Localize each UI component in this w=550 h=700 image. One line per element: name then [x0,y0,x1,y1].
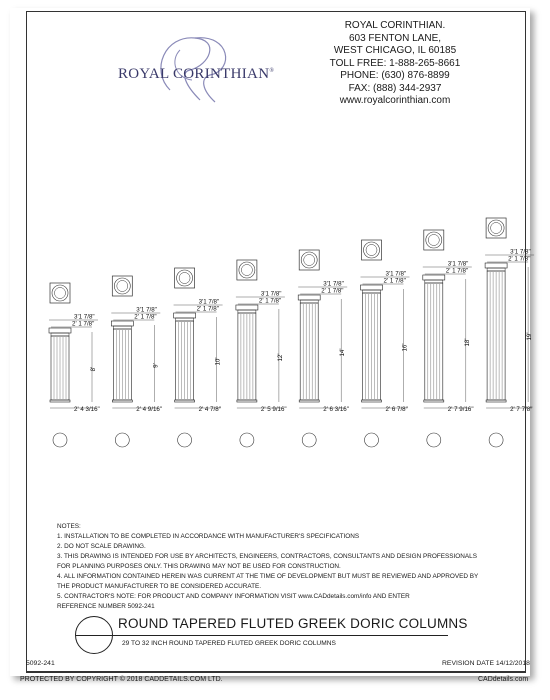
cap-dimension: 3'1 7/8" [447,260,469,268]
column-plan-circle [53,433,67,447]
note-line: REFERENCE NUMBER 5092-241 [57,603,155,610]
column-echinus [425,280,443,283]
capital-plan-inner-circle [304,255,315,266]
title-underline [110,635,448,636]
capital-plan-inner-circle [179,273,190,284]
base-dimension: 2' 5 9/16" [260,406,287,413]
column-echinus [113,326,131,329]
column-base [362,400,382,402]
neck-dimension: 2' 1 7/8" [508,255,531,263]
column-base [424,400,444,402]
height-dimension: 8' [90,366,97,372]
note-line: 4. ALL INFORMATION CONTAINED HEREIN WAS CURRENT AT THE TIME OF DEVELOPMENT BUT MUST BE REVIEWED AND APPROVED BY [57,573,479,580]
reference-number: 5092-241 [26,660,55,667]
notes [57,522,478,612]
capital-plan-square [175,268,195,288]
column-echinus [363,290,381,293]
notes-heading: NOTES: [57,523,81,530]
column-capital [298,295,320,300]
drawing-title: ROUND TAPERED FLUTED GREEK DORIC COLUMNS [118,616,468,631]
note-line: 1. INSTALLATION TO BE COMPLETED IN ACCORDANCE WITH MANUFACTURER'S SPECIFICATIONS [57,533,360,540]
capital-plan-square [362,240,382,260]
capital-plan-inner-circle [491,223,502,234]
logo-name: ROYAL CORINTHIAN [118,66,270,82]
address-line: 603 FENTON LANE, [348,32,442,44]
base-dimension: 2' 4 3/16" [74,406,100,413]
cap-dimension: 3'1 7/8" [74,313,95,321]
height-dimension: 14' [339,348,347,357]
note-line: FOR PLANNING PURPOSES ONLY. THIS DRAWING MAY NOT BE USED FOR CONSTRUCTION. [57,563,341,570]
note-line: 2. DO NOT SCALE DRAWING. [57,543,146,550]
base-dimension: 2' 6 3/16" [323,406,349,413]
column-plan-circle [115,433,129,447]
address-line: ROYAL CORINTHIAN. [344,20,446,31]
column-capital [111,321,133,326]
height-dimension: 10' [214,357,222,366]
column-base [237,400,257,402]
capital-plan-square [237,260,257,280]
column-elevations [40,205,534,455]
neck-dimension: 2' 1 7/8" [258,297,282,305]
column-plan-circle [302,433,316,447]
column-capital [49,328,71,333]
neck-dimension: 2' 1 7/8" [134,313,157,321]
base-dimension: 2' 4 9/16" [136,406,163,413]
capital-plan-square [486,218,506,238]
base-dimension: 2' 6 7/8" [385,406,408,413]
cap-dimension: 3'1 7/8" [136,306,157,314]
capital-plan-square [50,283,70,303]
column-plan-circle [427,433,441,447]
capital-plan-inner-circle [55,288,66,299]
address-line: www.royalcorinthian.com [339,95,451,106]
capital-plan-inner-circle [117,281,128,292]
base-dimension: 2' 7 7/8" [510,406,533,413]
column-echinus [176,318,194,321]
address-line: FAX: (888) 344-2937 [348,82,442,94]
column-echinus [51,333,69,336]
capital-plan-inner-circle [241,265,252,276]
neck-dimension: 2' 1 7/8" [321,287,344,295]
column-base [486,400,506,402]
column-base [50,400,70,402]
column-plan-circle [489,433,503,447]
cap-dimension: 3'1 7/8" [385,270,407,278]
height-dimension: 9' [152,363,160,368]
address-line: WEST CHICAGO, IL 60185 [333,45,457,56]
cap-dimension: 3'1 7/8" [260,290,282,298]
logo-registered-mark: ® [269,68,275,74]
column-capital [174,313,196,318]
column-echinus [238,310,256,313]
neck-dimension: 2' 1 7/8" [196,305,219,313]
cap-dimension: 3'1 7/8" [198,298,220,306]
neck-dimension: 2' 1 7/8" [445,267,469,275]
column-plan-circle [178,433,192,447]
capital-plan-inner-circle [428,235,439,246]
height-dimension: 18' [463,338,471,347]
note-line: THE PRODUCT MANUFACTURER TO BE CONSIDERED ACCURATE. [57,583,262,590]
note-line: 3. THIS DRAWING IS INTENDED FOR USE BY ARCHITECTS, ENGINEERS, CONTRACTORS, CONSULTANTS AND DESIGN PROFESSIONALS [57,553,477,560]
footer-rule [26,672,526,673]
capital-plan-square [299,250,319,270]
title-symbol-icon [75,616,113,654]
height-dimension: 16' [401,343,409,352]
address-line: TOLL FREE: 1-888-265-8661 [329,57,461,69]
company-address [300,20,490,108]
drawing-subtitle: 29 TO 32 INCH ROUND TAPERED FLUTED GREEK DORIC COLUMNS [122,640,336,647]
column-echinus [300,300,318,303]
column-capital [236,305,258,310]
note-line: 5. CONTRACTOR'S NOTE: FOR PRODUCT AND COMPANY INFORMATION VISIT www.CADdetails.com/info AND ENTER [57,593,410,600]
neck-dimension: 2' 1 7/8" [72,320,95,328]
column-plan-circle [240,433,254,447]
height-dimension: 19' [526,332,534,341]
revision-date: REVISION DATE 14/12/2018 [442,660,530,667]
cad-site-link[interactable]: CADdetails.com [478,676,529,683]
column-base [175,400,195,402]
column-base [112,400,132,402]
column-capital [361,285,383,290]
column-base [299,400,319,402]
column-capital [485,263,507,268]
column-echinus [487,268,505,271]
copyright-notice: PROTECTED BY COPYRIGHT © 2018 CADDETAILS.COM LTD. [20,676,223,683]
capital-plan-square [112,276,132,296]
base-dimension: 2' 7 9/16" [447,406,474,413]
logo-wordmark [118,66,274,83]
base-dimension: 2' 4 7/8" [198,406,221,413]
address-line: PHONE: (630) 876-8899 [340,70,450,81]
column-plan-circle [365,433,379,447]
height-dimension: 12' [276,353,284,362]
neck-dimension: 2' 1 7/8" [383,277,406,285]
cap-dimension: 3'1 7/8" [510,248,531,256]
column-capital [423,275,445,280]
cap-dimension: 3'1 7/8" [323,280,344,288]
capital-plan-inner-circle [366,245,377,256]
capital-plan-square [424,230,444,250]
